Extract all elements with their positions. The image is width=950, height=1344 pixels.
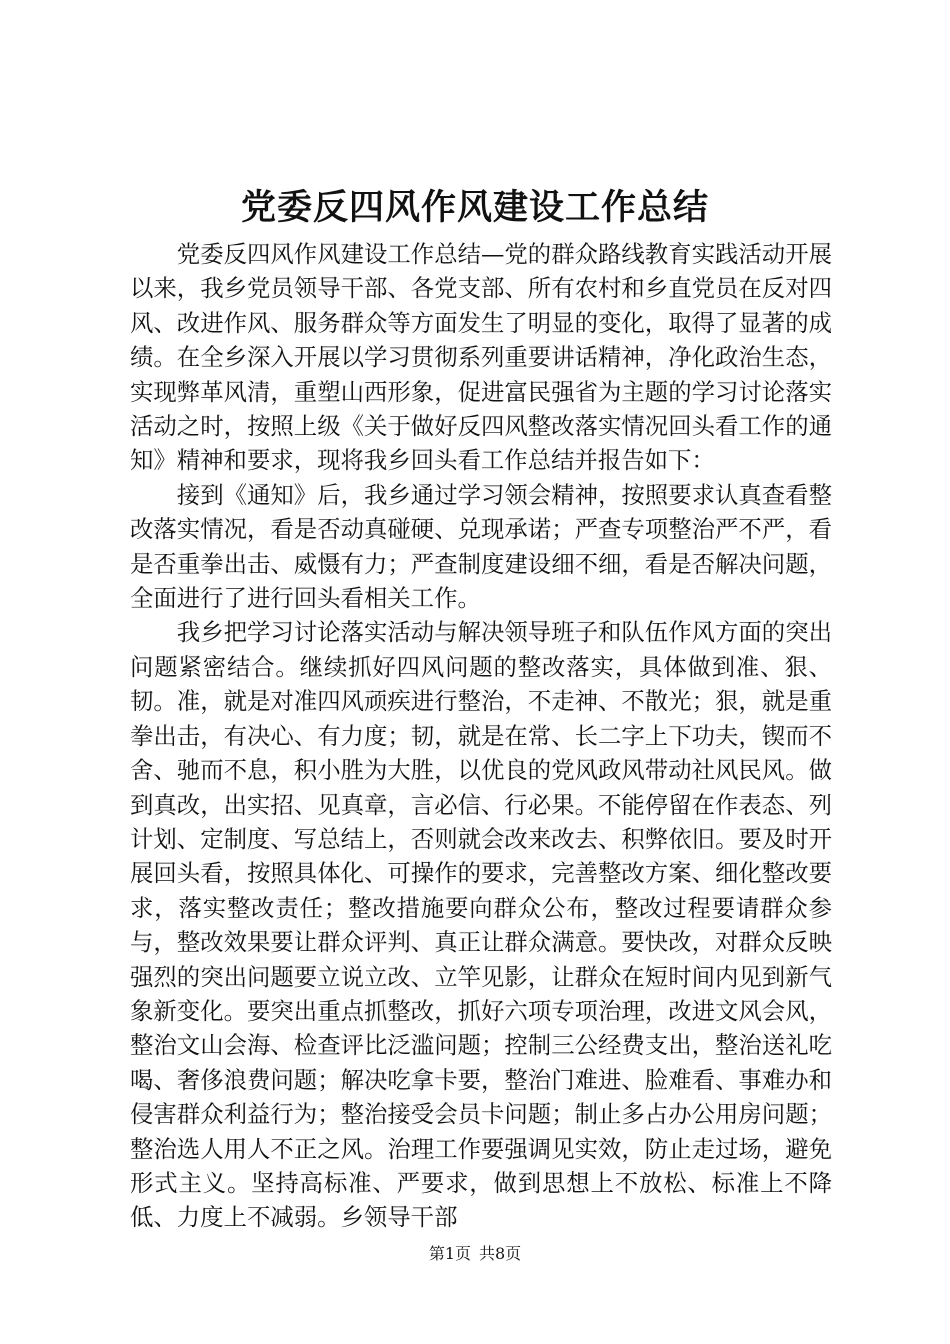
paragraph-3: 我乡把学习讨论落实活动与解决领导班子和队伍作风方面的突出问题紧密结合。继续抓好四风问题的整改落实，具体做到准、狠、韧。准，就是对准四风顽疾进行整治，不走神、不散光；狠，就是重拳出击，有决心、有力度；韧，就是在常、长二字上下功夫，锲而不舍、驰而不息，积小胜为大胜，以优良的党风政风带动社风民风。做到真改，出实招、见真章，言必信、行必果。不能停留在作表态、列计划、定制度、写总结上，否则就会改来改去、积弊依旧。要及时开展回头看，按照具体化、可操作的要求，完善整改方案、细化整改要求，落实整改责任；整改措施要向群众公布，整改过程要请群众参与，整改效果要让群众评判、真正让群众满意。要快改，对群众反映强烈的突出问题要立说立改、立竿见影，让群众在短时间内见到新气象新变化。要突出重点抓整改，抓好六项专项治理，改进文风会风，整治文山会海、检查评比泛滥问题；控制三公经费支出，整治送礼吃喝、奢侈浪费问题；解决吃拿卡要，整治门难进、脸难看、事难办和侵害群众利益行为；整治接受会员卡问题；制止多占办公用房问题；整治选人用人不正之风。治理工作要强调见实效，防止走过场，避免形式主义。坚持高标准、严要求，做到思想上不放松、标准上不降低、力度上不减弱。乡领导干部 [130,618,832,1232]
document-title: 党委反四风作风建设工作总结 [240,187,709,228]
document-body [130,237,832,1235]
paragraph-2: 接到《通知》后，我乡通过学习领会精神，按照要求认真查看整改落实情况，看是否动真碰硬、兑现承诺；严查专项整治严不严，看是否重拳出击、威慑有力；严查制度建设细不细，看是否解决问题，全面进行了进行回头看相关工作。 [130,480,832,613]
page-number: 第1页 [428,1244,471,1263]
page-footer [0,1243,950,1265]
paragraph-1: 党委反四风作风建设工作总结—党的群众路线教育实践活动开展以来，我乡党员领导干部、各党支部、所有农村和乡直党员在反对四风、改进作风、服务群众等方面发生了明显的变化，取得了显著的成绩。在全乡深入开展以学习贯彻系列重要讲话精神，净化政治生态，实现弊革风清，重塑山西形象，促进富民强省为主题的学习讨论落实活动之时，按照上级《关于做好反四风整改落实情况回头看工作的通知》精神和要求，现将我乡回头看工作总结并报告如下： [130,240,832,475]
page-total: 共8页 [479,1244,522,1263]
